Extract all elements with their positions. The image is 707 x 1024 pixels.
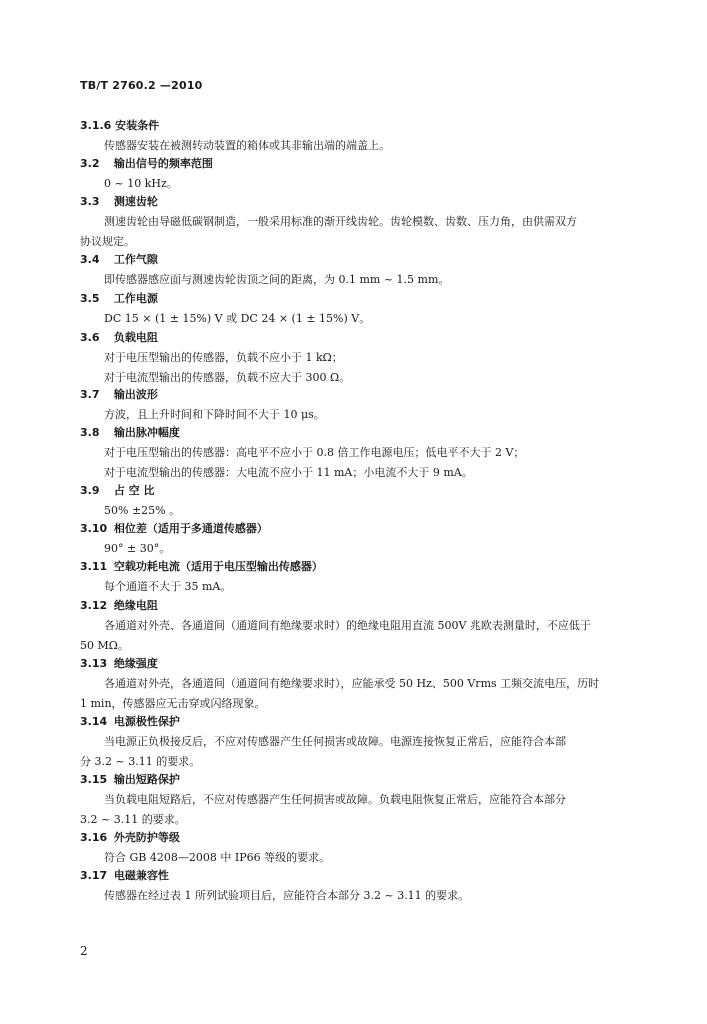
section-text-line: 对于电压型输出的传感器，负载不应小于 1 kΩ； xyxy=(104,351,343,364)
section-text-line: 传感器在经过表 1 所列试验项目后，应能符合本部分 3.2 ~ 3.11 的要求。 xyxy=(104,889,470,902)
section-heading xyxy=(80,867,169,883)
section-heading xyxy=(80,155,213,171)
section-text-line: 即传感器感应面与测速齿轮齿顶之间的距离，为 0.1 mm ~ 1.5 mm。 xyxy=(104,273,450,286)
section-title: 绝缘电阻 xyxy=(110,599,158,612)
section-number: 3.15 xyxy=(80,773,108,786)
section-text-line: 测速齿轮由导磁低碳钢制造，一般采用标准的渐开线齿轮。齿轮模数、齿数、压力角，由供需双方 xyxy=(104,215,577,228)
section-heading xyxy=(80,193,158,209)
section-number: 3.2 xyxy=(80,157,100,170)
section-text-line: 方波，且上升时间和下降时间不大于 10 μs。 xyxy=(104,408,325,421)
section-text-line: 协议规定。 xyxy=(80,235,135,248)
section-text-line: 90° ± 30°。 xyxy=(104,542,171,555)
section-text-line: 各通道对外壳、各通道间（通道间有绝缘要求时）的绝缘电阻用直流 500V 兆欧表测量时，不应低于 xyxy=(104,619,591,632)
section-title: 空载功耗电流（适用于电压型输出传感器） xyxy=(110,560,323,573)
section-title: 工作气隙 xyxy=(110,253,158,266)
section-heading xyxy=(80,771,180,787)
section-text-line: 1 min，传感器应无击穿或闪络现象。 xyxy=(80,697,266,710)
section-number: 3.16 xyxy=(80,831,108,844)
standard-code-header: TB/T 2760.2 —2010 xyxy=(80,79,203,92)
section-number: 3.4 xyxy=(80,253,100,266)
section-title: 工作电源 xyxy=(110,292,158,305)
section-number: 3.12 xyxy=(80,599,108,612)
section-heading xyxy=(80,386,158,402)
section-text-line: DC 15 × (1 ± 15%) V 或 DC 24 × (1 ± 15%) V。 xyxy=(104,312,371,325)
section-number: 3.13 xyxy=(80,657,108,670)
section-number: 3.5 xyxy=(80,292,100,305)
section-text-line: 符合 GB 4208—2008 中 IP66 等级的要求。 xyxy=(104,851,331,864)
section-title: 测速齿轮 xyxy=(110,195,158,208)
section-title: 输出波形 xyxy=(110,388,158,401)
section-text-line: 3.2 ~ 3.11 的要求。 xyxy=(80,813,186,826)
section-heading xyxy=(80,482,155,498)
section-text-line: 当负载电阻短路后，不应对传感器产生任何损害或故障。负载电阻恢复正常后，应能符合本部分 xyxy=(104,793,566,806)
section-heading xyxy=(80,655,158,671)
section-title: 输出脉冲幅度 xyxy=(110,426,180,439)
section-title: 相位差（适用于多通道传感器） xyxy=(110,522,268,535)
section-text-line: 每个通道不大于 35 mA。 xyxy=(104,580,232,593)
section-text-line: 各通道对外壳，各通道间（通道间有绝缘要求时），应能承受 50 Hz、500 Vrms 工频交流电压，历时 xyxy=(104,677,600,690)
section-text-line: 0 ~ 10 kHz。 xyxy=(104,177,178,190)
section-text-line: 对于电流型输出的传感器：大电流不应小于 11 mA；小电流不大于 9 mA。 xyxy=(104,466,473,479)
section-number: 3.11 xyxy=(80,560,108,573)
section-text-line: 分 3.2 ~ 3.11 的要求。 xyxy=(80,755,201,768)
section-title: 占 空 比 xyxy=(110,484,155,497)
section-number: 3.17 xyxy=(80,869,108,882)
section-title: 电源极性保护 xyxy=(110,715,180,728)
section-heading xyxy=(80,117,159,133)
section-heading xyxy=(80,251,158,267)
section-number: 3.14 xyxy=(80,715,108,728)
section-text-line: 传感器安装在被测转动装置的箱体或其非输出端的端盖上。 xyxy=(104,139,390,152)
section-text-line: 对于电压型输出的传感器：高电平不应小于 0.8 倍工作电源电压；低电平不大于 2 V； xyxy=(104,446,525,459)
section-title: 电磁兼容性 xyxy=(110,869,169,882)
section-text-line: 当电源正负极接反后，不应对传感器产生任何损害或故障。电源连接恢复正常后，应能符合本部 xyxy=(104,735,566,748)
section-number: 3.9 xyxy=(80,484,100,497)
section-number: 3.7 xyxy=(80,388,100,401)
section-heading xyxy=(80,713,180,729)
section-title: 安装条件 xyxy=(111,119,160,132)
section-number: 3.6 xyxy=(80,331,100,344)
section-heading xyxy=(80,329,158,345)
section-title: 输出短路保护 xyxy=(110,773,180,786)
section-heading xyxy=(80,424,180,440)
section-heading xyxy=(80,290,158,306)
section-number: 3.10 xyxy=(80,522,108,535)
section-text-line: 50% ±25% 。 xyxy=(104,504,181,517)
section-heading xyxy=(80,520,268,536)
section-heading xyxy=(80,597,158,613)
section-text-line: 对于电流型输出的传感器，负载不应大于 300 Ω。 xyxy=(104,371,351,384)
section-text-line: 50 MΩ。 xyxy=(80,639,129,652)
page-number: 2 xyxy=(80,944,88,958)
section-number: 3.8 xyxy=(80,426,100,439)
section-title: 绝缘强度 xyxy=(110,657,158,670)
section-title: 输出信号的频率范围 xyxy=(110,157,213,170)
section-title: 外壳防护等级 xyxy=(110,831,180,844)
section-title: 负载电阻 xyxy=(110,331,158,344)
section-number: 3.3 xyxy=(80,195,100,208)
section-number: 3.1.6 xyxy=(80,119,112,132)
section-heading xyxy=(80,558,323,574)
section-heading xyxy=(80,829,180,845)
